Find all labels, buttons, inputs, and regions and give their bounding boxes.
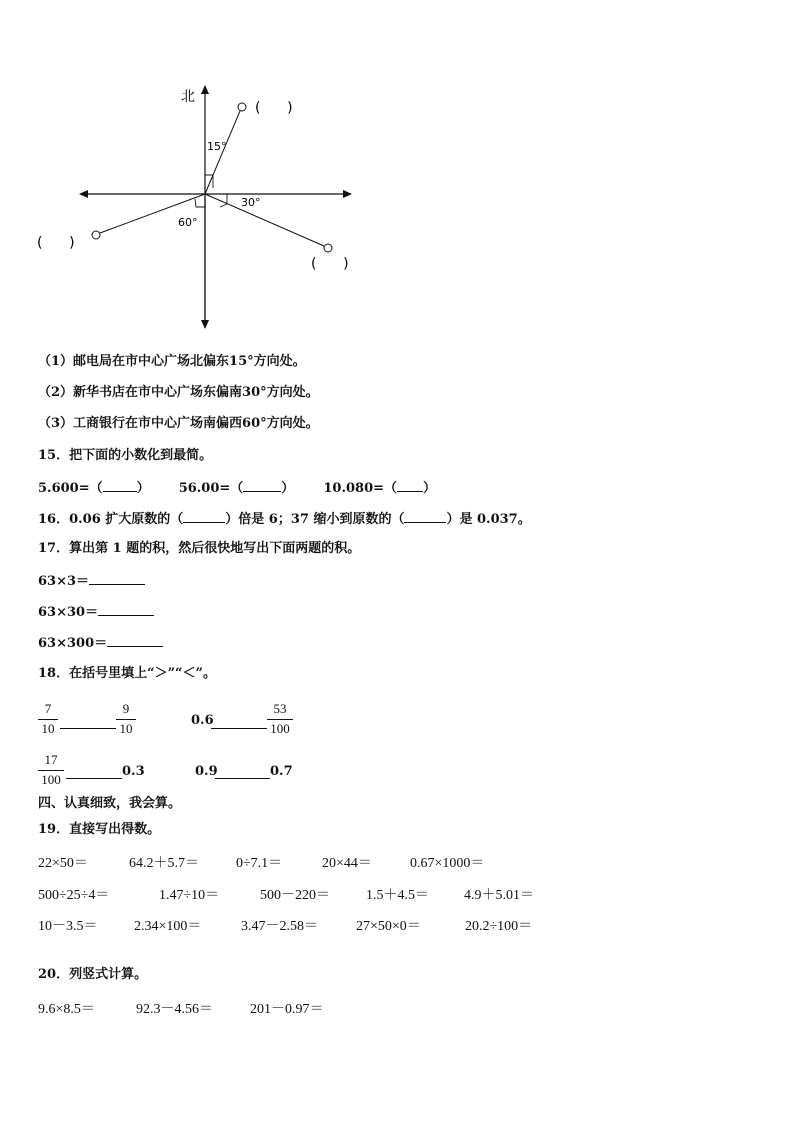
q15-close-3: ）: [423, 481, 437, 496]
fraction-9-10: 9 10: [116, 701, 136, 737]
angle-label-60: 60°: [178, 216, 198, 229]
q18-blank-1[interactable]: [60, 727, 116, 729]
q19-r2-c3: 500－220＝: [260, 888, 330, 903]
q19-r2-c5: 4.9＋5.01＝: [464, 888, 534, 903]
q19-title: 19．直接写出得数。: [38, 822, 161, 837]
q19-r2-c1: 500÷25÷4＝: [38, 888, 110, 903]
q19-r1-c4: 20×44＝: [322, 856, 372, 871]
q18-value-07: 0.7: [270, 764, 293, 779]
angle-label-30: 30°: [241, 196, 261, 209]
fraction-17-100: 17 100: [38, 752, 64, 788]
q19-r3-c5: 20.2÷100＝: [465, 919, 533, 934]
q14-item-2: （2）新华书店在市中心广场东偏南30°方向处。: [38, 385, 319, 400]
ray-bookstore: [205, 194, 324, 246]
q15-item-3: 10.080=（: [323, 481, 398, 496]
point-bank: [92, 231, 100, 239]
answer-paren-post-office: ( ): [255, 100, 293, 116]
q16-line: [38, 510, 531, 528]
q15-row: [38, 479, 436, 497]
q20-item-2: 92.3－4.56＝: [136, 1002, 213, 1017]
q19-r1-c5: 0.67×1000＝: [410, 856, 485, 871]
fraction-7-10: 7 10: [38, 701, 58, 737]
q16-part-1: 16．0.06 扩大原数的（: [38, 512, 184, 527]
q15-item-1: 5.600=（: [38, 481, 103, 496]
point-bookstore: [324, 244, 332, 252]
q17-title: 17．算出第 1 题的积，然后很快地写出下面两题的积。: [38, 541, 361, 556]
q15-title: 15．把下面的小数化到最简。: [38, 448, 213, 463]
q20-item-3: 201－0.97＝: [250, 1002, 324, 1017]
q18-title: 18．在括号里填上“＞”“＜”。: [38, 666, 217, 681]
q19-r3-c1: 10－3.5＝: [38, 919, 98, 934]
q15-blank-2[interactable]: [243, 479, 281, 492]
q16-blank-2[interactable]: [404, 510, 446, 523]
angle-mark-60: [195, 199, 205, 207]
answer-paren-bookstore: ( ): [311, 256, 349, 272]
section-4-title: 四、认真细致，我会算。: [38, 796, 182, 811]
q19-r3-c4: 27×50×0＝: [356, 919, 421, 934]
q17-item-2: 63×30＝: [38, 603, 154, 621]
direction-diagram: [0, 0, 400, 340]
q18-value-03: 0.3: [122, 764, 145, 779]
q15-close-2: ）: [281, 481, 295, 496]
q19-r1-c3: 0÷7.1＝: [236, 856, 283, 871]
q19-r1-c1: 22×50＝: [38, 856, 88, 871]
north-label: 北: [181, 89, 195, 105]
fraction-53-100: 53 100: [267, 701, 293, 737]
q19-r3-c2: 2.34×100＝: [134, 919, 202, 934]
q19-r2-c4: 1.5＋4.5＝: [366, 888, 429, 903]
q14-item-3: （3）工商银行在市中心广场南偏西60°方向处。: [38, 416, 319, 431]
q18-blank-3[interactable]: [66, 777, 122, 779]
q16-blank-1[interactable]: [183, 510, 225, 523]
q16-part-3: ）是 0.037。: [446, 512, 531, 527]
q17-blank-3[interactable]: [107, 634, 163, 647]
q15-blank-1[interactable]: [103, 479, 137, 492]
angle-label-15: 15°: [207, 140, 227, 153]
q19-r2-c2: 1.47÷10＝: [159, 888, 220, 903]
q18-value-09: 0.9: [195, 764, 218, 779]
q19-r1-c2: 64.2＋5.7＝: [129, 856, 199, 871]
q16-part-2: ）倍是 6；37 缩小到原数的（: [225, 512, 405, 527]
q20-item-1: 9.6×8.5＝: [38, 1002, 95, 1017]
q17-blank-1[interactable]: [89, 572, 145, 585]
q20-title: 20．列竖式计算。: [38, 967, 148, 982]
q18-blank-4[interactable]: [215, 777, 270, 779]
q14-item-1: （1）邮电局在市中心广场北偏东15°方向处。: [38, 354, 306, 369]
point-post-office: [238, 103, 246, 111]
q18-value-06: 0.6: [191, 713, 214, 728]
q17-blank-2[interactable]: [98, 603, 154, 616]
q19-r3-c3: 3.47－2.58＝: [241, 919, 318, 934]
q18-blank-2[interactable]: [211, 727, 267, 729]
q17-item-3: 63×300＝: [38, 634, 163, 652]
q15-close-1: ）: [136, 481, 150, 496]
answer-paren-bank: ( ): [37, 235, 75, 251]
q15-blank-3[interactable]: [397, 479, 423, 492]
q17-item-1: 63×3＝: [38, 572, 145, 590]
q15-item-2: 56.00=（: [178, 481, 244, 496]
